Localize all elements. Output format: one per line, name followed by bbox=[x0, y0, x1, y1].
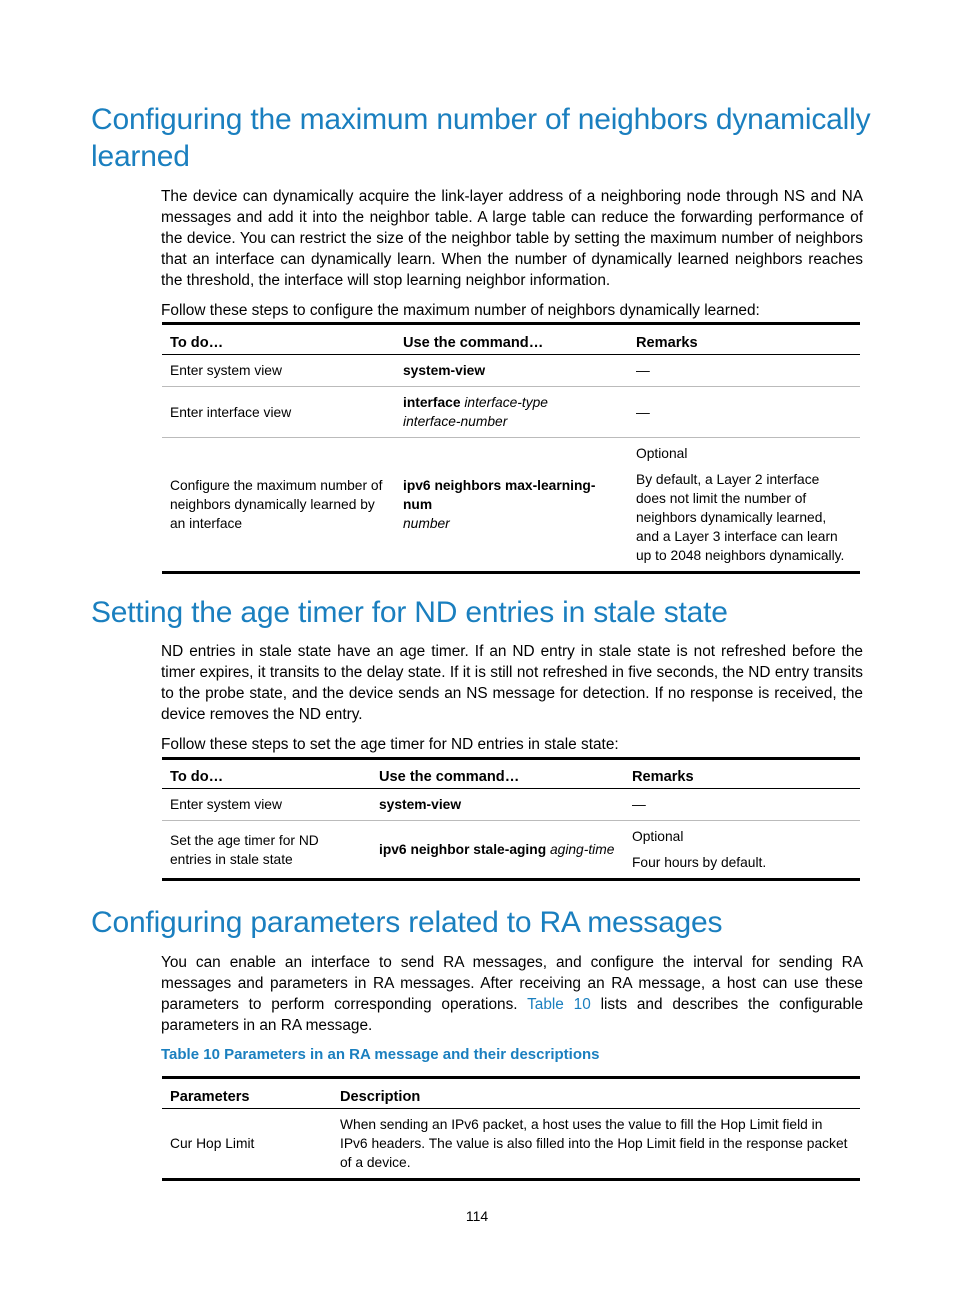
cell-description: When sending an IPv6 packet, a host uses the value to fill the Hop Limit field in IPv6 headers. The value is also filled into the Hop Limit field in the response packet of a device. bbox=[340, 1117, 848, 1170]
col-header-description: Description bbox=[332, 1078, 860, 1109]
steps-lead-stale-age-timer: Follow these steps to set the age timer for ND entries in stale state: bbox=[161, 736, 619, 753]
cell-remark bbox=[628, 438, 860, 573]
table-header-row bbox=[162, 324, 860, 355]
remark-detail: Four hours by default. bbox=[632, 855, 767, 870]
section-title-stale-age-timer: Setting the age timer for ND entries in stale state bbox=[91, 596, 728, 629]
cell-remark: — bbox=[628, 355, 860, 387]
cell-command bbox=[371, 789, 624, 821]
section-body-ra-parameters bbox=[161, 952, 863, 1036]
table-row bbox=[162, 355, 860, 387]
command-keyword: ipv6 neighbor stale-aging bbox=[379, 842, 547, 857]
table-caption: Table 10 Parameters in an RA message and their descriptions bbox=[161, 1046, 600, 1063]
col-header-remarks: Remarks bbox=[624, 759, 860, 789]
cell-command bbox=[371, 821, 624, 880]
cell-todo: Set the age timer for ND entries in stale state bbox=[170, 832, 319, 867]
cell-todo: Enter interface view bbox=[162, 387, 395, 438]
table-header-row bbox=[162, 759, 860, 789]
command-keyword: system-view bbox=[379, 797, 462, 812]
remark-optional: Optional bbox=[632, 829, 684, 844]
command-keyword: interface bbox=[403, 395, 461, 410]
table-row bbox=[162, 789, 860, 821]
command-argument: number bbox=[403, 516, 450, 531]
cell-remark bbox=[624, 821, 860, 880]
col-header-todo: To do… bbox=[162, 759, 371, 789]
steps-table-stale-age-timer bbox=[162, 757, 860, 881]
command-keyword: system-view bbox=[403, 363, 486, 378]
cell-todo: Enter system view bbox=[162, 789, 371, 821]
remark-detail: By default, a Layer 2 interface does not limit the number of neighbors dynamically learned, and a Layer 3 interface can learn up to 2048 neighbors dynamically. bbox=[636, 472, 845, 563]
section-title-ra-parameters: Configuring parameters related to RA messages bbox=[91, 906, 723, 939]
col-header-command: Use the command… bbox=[371, 759, 624, 789]
command-argument: interface-type bbox=[464, 395, 548, 410]
cell-command bbox=[395, 438, 628, 573]
command-argument: interface-number bbox=[403, 414, 508, 429]
page-number: 114 bbox=[465, 1208, 489, 1224]
col-header-todo: To do… bbox=[162, 324, 395, 355]
body-text: You can enable an interface to send RA messages, and configure the interval for sending RA messages and parameters in RA messages. After receiving an RA message, a host can use these parameters to perform corresponding operations. bbox=[161, 954, 863, 1013]
table-header-row bbox=[162, 1078, 860, 1109]
table-row bbox=[162, 821, 860, 880]
command-keyword: ipv6 neighbors max-learning-num bbox=[403, 478, 596, 512]
col-header-remarks: Remarks bbox=[628, 324, 860, 355]
body-text: lists and describes the configurable parameters in an RA message. bbox=[161, 996, 864, 1034]
cell-command bbox=[395, 355, 628, 387]
cell-todo: Enter system view bbox=[162, 355, 395, 387]
remark-optional: Optional bbox=[636, 446, 688, 461]
table-row bbox=[162, 387, 860, 438]
section-body-max-neighbors: The device can dynamically acquire the link-layer address of a neighboring node through NS and NA messages and add it into the neighbor table. A large table can reduce the forwarding performance of the device. You can restrict the size of the neighbor table by setting the maximum number of neighbors that an interface can dynamically learn. When the number of dynamically learned neighbors reaches the threshold, the interface will stop learning neighbor information. bbox=[161, 188, 863, 289]
ra-parameters-table bbox=[162, 1076, 860, 1181]
cell-parameter: Cur Hop Limit bbox=[170, 1136, 255, 1151]
table-row bbox=[162, 438, 860, 573]
col-header-command: Use the command… bbox=[395, 324, 628, 355]
table-10-link[interactable]: Table 10 bbox=[527, 996, 591, 1013]
cell-remark: — bbox=[628, 387, 860, 438]
col-header-parameters: Parameters bbox=[162, 1078, 332, 1109]
section-body-stale-age-timer: ND entries in stale state have an age timer. If an ND entry in stale state is not refreshed before the timer expires, it transits to the delay state. If it is still not refreshed in five seconds, the ND entry transits to the probe state, and the device sends an NS message for detection. If no response is received, the device removes the ND entry. bbox=[161, 643, 863, 723]
table-row bbox=[162, 1109, 860, 1180]
cell-todo: Configure the maximum number of neighbors dynamically learned by an interface bbox=[170, 478, 383, 531]
steps-lead-max-neighbors: Follow these steps to configure the maximum number of neighbors dynamically learned: bbox=[161, 302, 760, 319]
command-argument: aging-time bbox=[549, 842, 615, 857]
section-title-max-neighbors: Configuring the maximum number of neighbors dynamically learned bbox=[91, 103, 871, 173]
cell-command bbox=[395, 387, 628, 438]
steps-table-max-neighbors bbox=[162, 322, 860, 574]
cell-remark: — bbox=[624, 789, 860, 821]
